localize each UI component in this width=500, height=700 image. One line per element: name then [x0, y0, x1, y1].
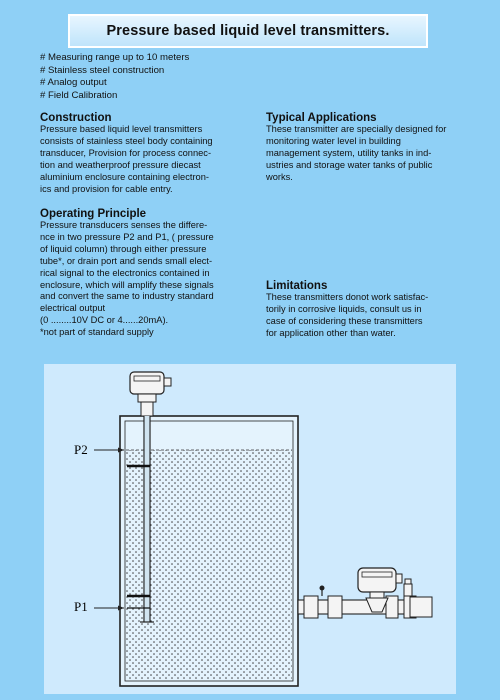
applications-text: These transmitter are specially designed for monitoring water level in building management system, utility tanks in ind- ustries and storage water tanks of public works.: [266, 124, 447, 182]
tank-diagram: [44, 364, 456, 694]
drain-pipe: [298, 586, 416, 619]
feature-item: # Measuring range up to 10 meters: [40, 52, 190, 63]
top-transmitter: [130, 372, 171, 416]
water-fill: [126, 450, 292, 680]
label-p2: P2: [74, 442, 88, 457]
title-box: [68, 14, 428, 48]
operating-text: Pressure transducers senses the differe- nce in two pressure P2 and P1, ( pressure of liquid column) through either pressure tube*, or drain port and sends small elect- rical signal to the electronics contained in enclosure, which will amplify these signals and convert the same to industry standard electrical output (0 ........10V DC or 4......20mA). *not part of standard supply: [40, 220, 214, 338]
limitations-heading: Limitations: [266, 280, 328, 292]
feature-item: # Analog output: [40, 77, 107, 88]
limitations-text: These transmitters donot work satisfac- torily in corrosive liquids, consult us in case of considering these transmitters for application other than water.: [266, 292, 429, 338]
limitations-section: [266, 280, 466, 340]
operating-principle-section: [40, 208, 240, 339]
feature-item: # Stainless steel construction: [40, 64, 165, 76]
construction-text: Pressure based liquid level transmitters consists of stainless steel body containing transducer, Provision for process connec- tion and weatherproof pressure diecast aluminium enclosure containing electron- ics and provision for cable entry.: [40, 124, 213, 194]
construction-section: [40, 112, 240, 195]
page-title: Pressure based liquid level transmitters.: [106, 23, 390, 39]
applications-section: [266, 112, 466, 184]
applications-heading: Typical Applications: [266, 112, 377, 124]
construction-heading: Construction: [40, 112, 112, 124]
feature-list: [40, 52, 189, 102]
feature-item: # Field Calibration: [40, 89, 118, 101]
operating-heading: Operating Principle: [40, 208, 147, 220]
label-p1: P1: [74, 599, 88, 614]
